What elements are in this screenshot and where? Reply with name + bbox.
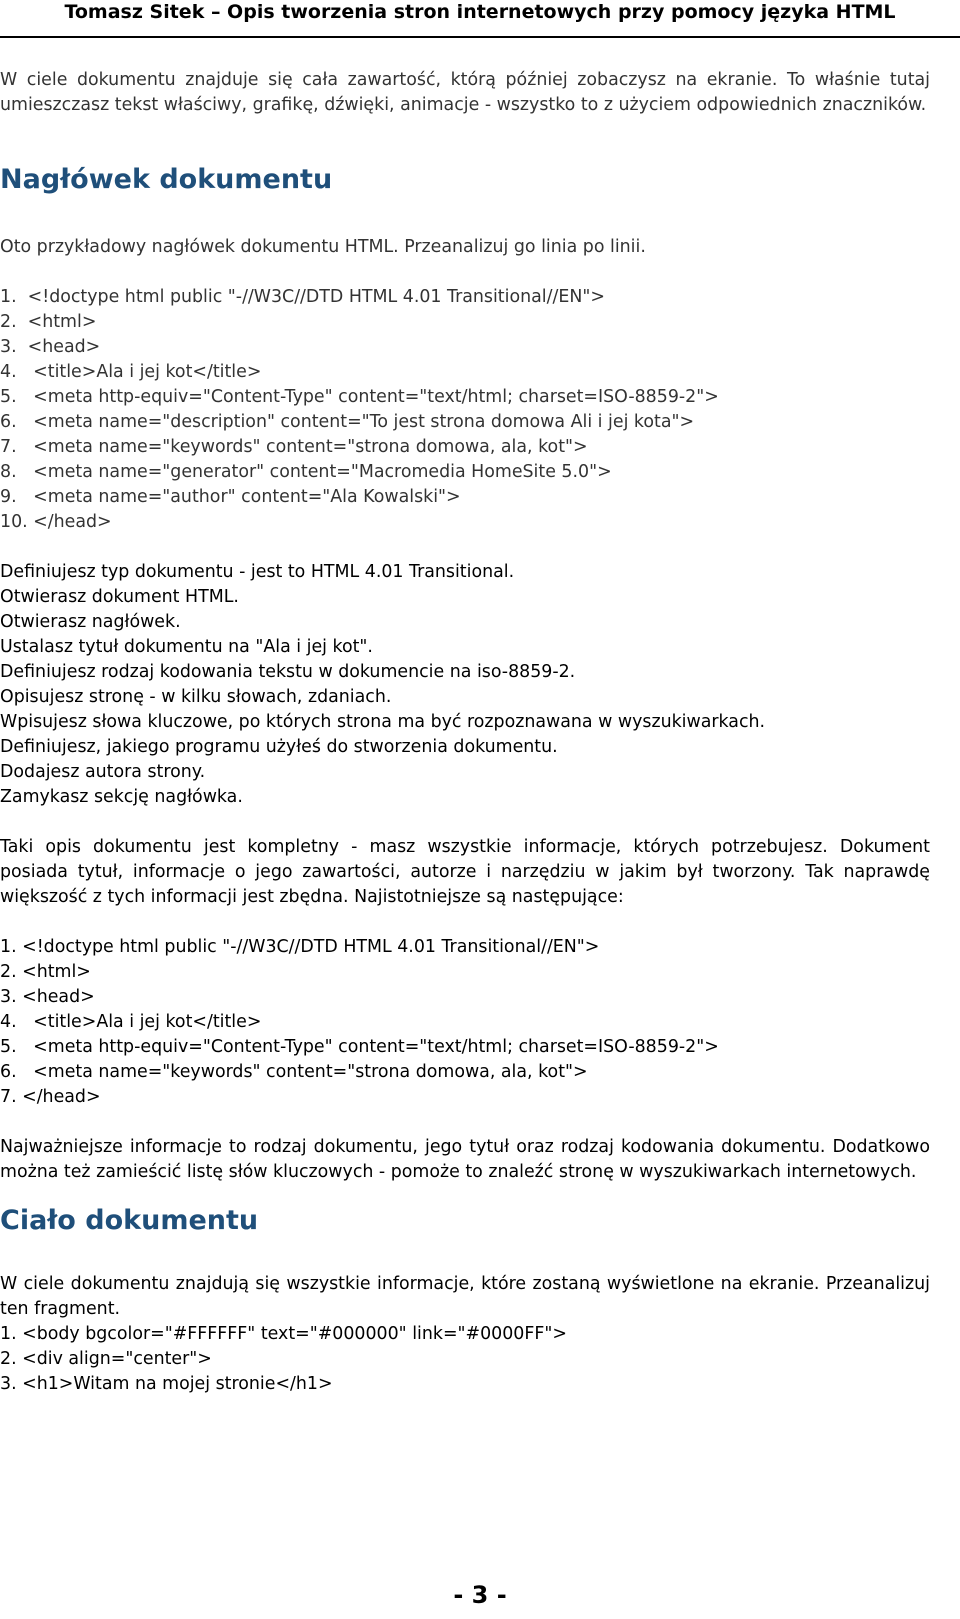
code-line: 2. <html> <box>0 962 91 982</box>
code-line: 5. <meta http-equiv="Content-Type" content="text/html; charset=ISO-8859-2"> <box>0 1037 719 1057</box>
header-lead-paragraph: Oto przykładowy nagłówek dokumentu HTML. Przeanalizuj go linia po linii. <box>0 237 646 257</box>
header-conclusion-paragraph: Najważniejsze informacje to rodzaj dokumentu, jego tytuł oraz rodzaj kodowania dokumentu. Dodatkowo można też zamieścić listę słów kluczowych - pomoże to znaleźć stronę w wyszukiwarkach internetowych. <box>0 1137 930 1182</box>
document-content <box>0 68 930 1397</box>
header-explanations <box>0 560 930 810</box>
explanation-line: Ustalasz tytuł dokumentu na "Ala i jej kot". <box>0 637 373 657</box>
code-line: 9. <meta name="author" content="Ala Kowalski"> <box>0 487 461 507</box>
explanation-line: Zamykasz sekcję nagłówka. <box>0 787 243 807</box>
code-line: 3. <head> <box>0 987 95 1007</box>
code-line: 3. <head> <box>0 337 101 357</box>
code-line: 10. </head> <box>0 512 112 532</box>
code-line: 1. <!doctype html public "-//W3C//DTD HTML 4.01 Transitional//EN"> <box>0 937 600 957</box>
explanation-line: Definiujesz, jakiego programu użyłeś do stworzenia dokumentu. <box>0 737 558 757</box>
code-line: 7. <meta name="keywords" content="strona domowa, ala, kot"> <box>0 437 588 457</box>
header-summary-paragraph: Taki opis dokumentu jest kompletny - masz wszystkie informacje, których potrzebujesz. Dokument posiada tytuł, informacje o jego zawartości, autorze i narzędziu w jakim był tworzony. Tak naprawdę większość z tych informacji jest zbędna. Najistotniejsze są następujące: <box>0 837 930 907</box>
running-header <box>0 0 960 38</box>
code-line: 2. <div align="center"> <box>0 1349 212 1369</box>
code-line: 1. <!doctype html public "-//W3C//DTD HTML 4.01 Transitional//EN"> <box>0 287 605 307</box>
header-code-listing <box>0 285 930 535</box>
section-heading-header: Nagłówek dokumentu <box>0 164 333 195</box>
explanation-line: Definiujesz rodzaj kodowania tekstu w dokumencie na iso-8859-2. <box>0 662 576 682</box>
code-line: 8. <meta name="generator" content="Macromedia HomeSite 5.0"> <box>0 462 612 482</box>
code-line: 2. <html> <box>0 312 97 332</box>
body-lead-paragraph: W ciele dokumentu znajdują się wszystkie informacje, które zostaną wyświetlone na ekranie. Przeanalizuj ten fragment. <box>0 1274 930 1319</box>
body-code-listing <box>0 1322 930 1397</box>
running-header-title: Tomasz Sitek – Opis tworzenia stron internetowych przy pomocy języka HTML <box>64 1 896 23</box>
explanation-line: Definiujesz typ dokumentu - jest to HTML 4.01 Transitional. <box>0 562 515 582</box>
header-short-code-listing <box>0 935 930 1110</box>
explanation-line: Otwierasz nagłówek. <box>0 612 181 632</box>
code-line: 1. <body bgcolor="#FFFFFF" text="#000000" link="#0000FF"> <box>0 1324 567 1344</box>
code-line: 6. <meta name="description" content="To jest strona domowa Ali i jej kota"> <box>0 412 695 432</box>
explanation-line: Opisujesz stronę - w kilku słowach, zdaniach. <box>0 687 392 707</box>
code-line: 7. </head> <box>0 1087 101 1107</box>
code-line: 4. <title>Ala i jej kot</title> <box>0 362 262 382</box>
explanation-line: Wpisujesz słowa kluczowe, po których strona ma być rozpoznawana w wyszukiwarkach. <box>0 712 766 732</box>
explanation-line: Dodajesz autora strony. <box>0 762 206 782</box>
code-line: 4. <title>Ala i jej kot</title> <box>0 1012 262 1032</box>
code-line: 5. <meta http-equiv="Content-Type" content="text/html; charset=ISO-8859-2"> <box>0 387 719 407</box>
page-number: - 3 - <box>453 1581 507 1609</box>
section-heading-body: Ciało dokumentu <box>0 1205 259 1236</box>
code-line: 6. <meta name="keywords" content="strona domowa, ala, kot"> <box>0 1062 588 1082</box>
intro-paragraph: W ciele dokumentu znajduje się cała zawartość, którą później zobaczysz na ekranie. To właśnie tutaj umieszczasz tekst właściwy, grafikę, dźwięki, animacje - wszystko to z użyciem odpowiednich znaczników. <box>0 70 930 115</box>
code-line: 3. <h1>Witam na mojej stronie</h1> <box>0 1374 333 1394</box>
explanation-line: Otwierasz dokument HTML. <box>0 587 239 607</box>
